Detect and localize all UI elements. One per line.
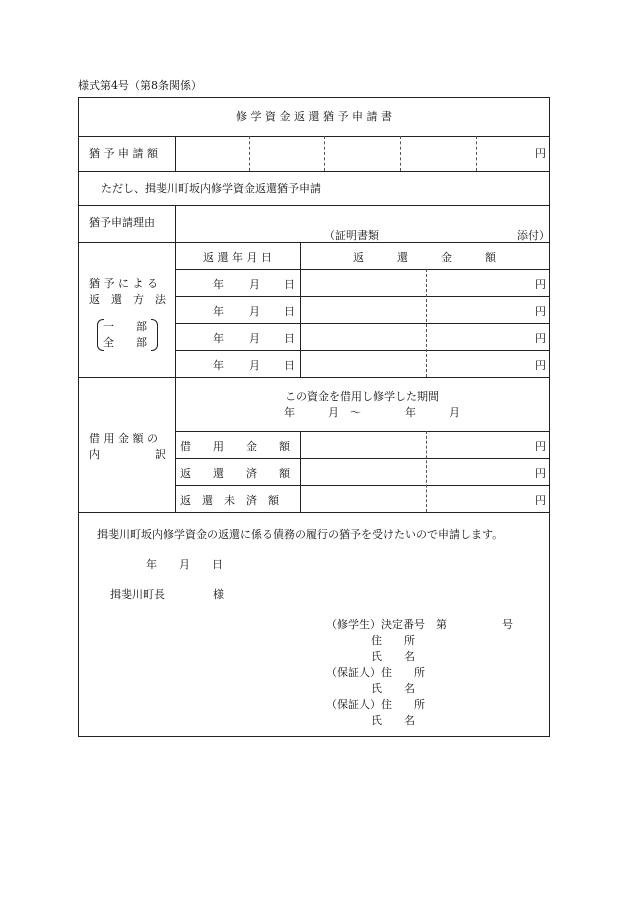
rule [175, 431, 549, 432]
yen-unit: 円 [535, 494, 546, 507]
col-return-amount: 返 還 金 額 [353, 251, 496, 264]
rule [175, 350, 549, 351]
rule [79, 205, 549, 206]
loan-breakdown-label: 借 用 金 額 の [89, 432, 158, 445]
number-suffix: 号 [502, 618, 513, 631]
rule [175, 296, 549, 297]
guarantor-address: （保証人）住 所 [326, 698, 425, 711]
form-number: 様式第4号（第8条関係） [78, 79, 202, 92]
guarantor-name: 氏 名 [371, 682, 415, 695]
rule [79, 136, 549, 137]
proviso-text: ただし、揖斐川町坂内修学資金返還猶予申請 [101, 182, 321, 195]
guarantor-name: 氏 名 [371, 714, 415, 727]
yen-unit: 円 [535, 332, 546, 345]
rule [79, 171, 549, 172]
month-label: 月 [249, 305, 260, 318]
loan-row-label: 借 用 金 額 [180, 440, 290, 453]
rule [79, 377, 549, 378]
guarantor-address: （保証人）住 所 [326, 666, 425, 679]
form-title: 修 学 資 金 返 還 猶 予 申 請 書 [236, 110, 392, 123]
honorific: 様 [213, 588, 224, 601]
method-label: 返 還 方 法 [89, 293, 166, 306]
application-statement: 揖斐川町坂内修学資金の返還に係る債務の履行の猶予を受けたいので申請します。 [97, 528, 504, 541]
student-address: 住 所 [371, 634, 415, 647]
month-label: 月 [249, 278, 260, 291]
rule [79, 242, 549, 243]
amount-divider [426, 431, 427, 512]
month-label: 月 [249, 359, 260, 372]
method-label: 猶 予 に よ る [89, 277, 158, 290]
yen-unit: 円 [535, 440, 546, 453]
digit-divider [400, 136, 401, 171]
loan-row-label: 返 還 済 額 [180, 467, 290, 480]
digit-divider [476, 136, 477, 171]
day-label: 日 [284, 359, 295, 372]
year-label: 年 [213, 278, 224, 291]
amount-label: 猶 予 申 請 額 [89, 147, 158, 160]
yen-unit: 円 [535, 305, 546, 318]
student-name: 氏 名 [371, 650, 415, 663]
rule [175, 269, 549, 270]
yen-unit: 円 [535, 467, 546, 480]
rule [300, 431, 301, 512]
rule [175, 485, 549, 486]
year-label: 年 [213, 359, 224, 372]
month-label: 月 [249, 332, 260, 345]
day-label: 日 [284, 305, 295, 318]
application-form [78, 97, 550, 737]
amount-divider [426, 269, 427, 377]
rule [175, 136, 176, 171]
yen-unit: 円 [535, 359, 546, 372]
yen-unit: 円 [535, 278, 546, 291]
rule [79, 512, 549, 513]
addressee: 揖斐川町長 [110, 588, 165, 601]
yen-unit: 円 [535, 147, 546, 160]
digit-divider [324, 136, 325, 171]
day-label: 日 [284, 278, 295, 291]
reason-label: 猶予申請理由 [89, 216, 155, 229]
year-label: 年 [213, 332, 224, 345]
bracket-right [151, 319, 158, 351]
whole-option: 全 部 [103, 336, 147, 349]
certificate-label: （証明書類 [324, 229, 379, 242]
study-period-title: この資金を借用し修学した期間 [285, 390, 439, 403]
loan-row-label: 返 還 未 済 額 [180, 494, 279, 507]
year-label: 年 [213, 305, 224, 318]
application-date: 年 月 日 [146, 558, 223, 571]
partial-option: 一 部 [103, 320, 147, 333]
day-label: 日 [284, 332, 295, 345]
digit-divider [249, 136, 250, 171]
rule [175, 323, 549, 324]
rule [175, 458, 549, 459]
col-return-date: 返 還 年 月 日 [203, 251, 272, 264]
loan-breakdown-label: 内 訳 [89, 448, 166, 461]
attached-label: 添付） [517, 229, 550, 242]
student-decision-number: （修学生）決定番号 第 [326, 618, 447, 631]
study-period-dates: 年 月 〜 年 月 [284, 406, 460, 419]
